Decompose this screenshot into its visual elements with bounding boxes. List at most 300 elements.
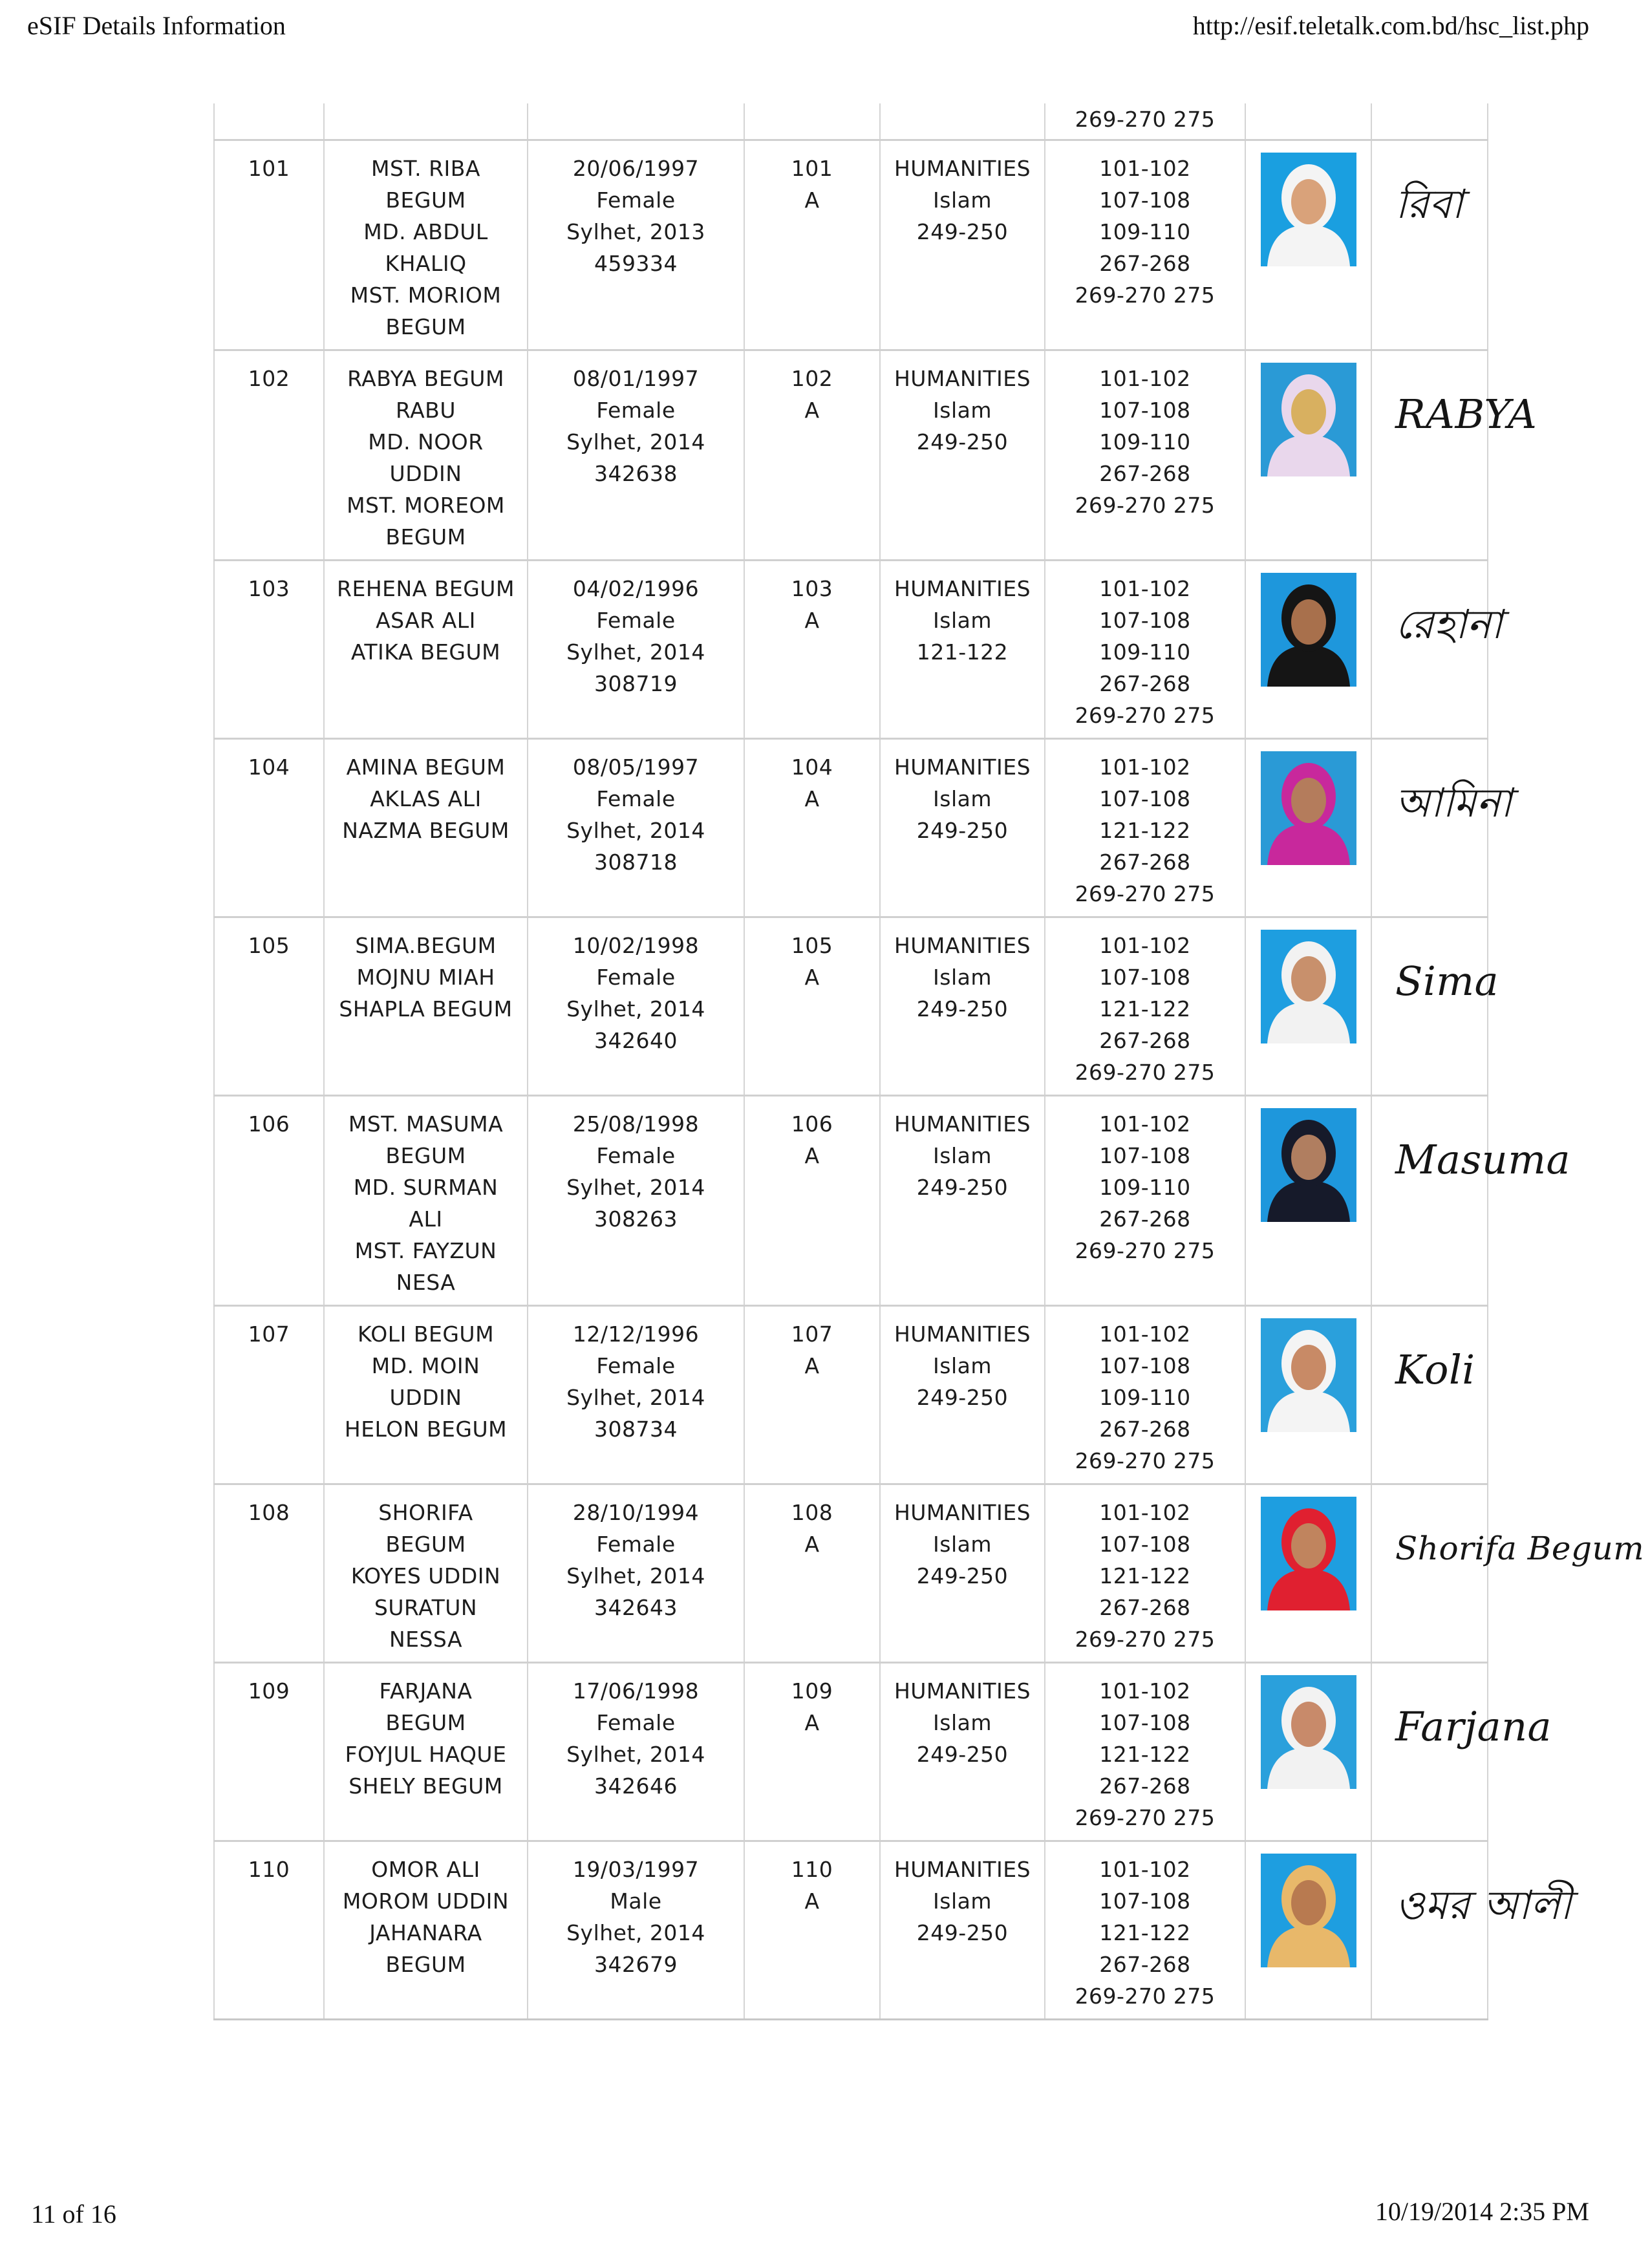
- subject-line: 269-270 275: [1075, 1238, 1216, 1263]
- info-line: 17/06/1998: [572, 1678, 700, 1704]
- roll-line: A: [804, 1353, 820, 1378]
- signature: আমিনা: [1395, 779, 1512, 826]
- info-line: 342638: [594, 461, 678, 486]
- info-line: 308719: [594, 671, 678, 696]
- subject-line: 107-108: [1099, 1353, 1191, 1378]
- subject-line: 269-270 275: [1075, 493, 1216, 518]
- student-photo: [1261, 751, 1356, 865]
- info-line: 308734: [594, 1417, 678, 1442]
- info-line: Female: [596, 1532, 676, 1557]
- info-line: Sylhet, 2014: [566, 429, 705, 455]
- name-line: MST. FAYZUN: [354, 1238, 497, 1263]
- name-line: BEGUM: [385, 1532, 466, 1557]
- subject-line: 101-102: [1099, 1500, 1191, 1525]
- group-line: HUMANITIES: [894, 1500, 1031, 1525]
- student-photo: [1261, 1675, 1356, 1789]
- info-line: Sylhet, 2014: [566, 639, 705, 665]
- name-line: SHELY BEGUM: [348, 1773, 503, 1799]
- subject-line: 101-102: [1099, 366, 1191, 391]
- names-cell: [324, 350, 528, 561]
- table-row: [214, 561, 1488, 739]
- serial-cell: [214, 1663, 324, 1841]
- name-line: KOLI BEGUM: [357, 1321, 495, 1347]
- names-cell: [324, 561, 528, 739]
- serial-number: 106: [248, 1111, 290, 1137]
- info-line: Sylhet, 2014: [566, 1742, 705, 1767]
- signature: রেহানা: [1395, 601, 1503, 648]
- portrait-face: [1291, 389, 1326, 434]
- roll-line: A: [804, 1888, 820, 1914]
- portrait-face: [1291, 599, 1326, 645]
- photo-cell: [1245, 1306, 1371, 1484]
- subject-line: 107-108: [1099, 187, 1191, 213]
- table-row: [214, 1096, 1488, 1306]
- subject-line: 101-102: [1099, 933, 1191, 958]
- signature-cell: [1371, 1841, 1572, 2020]
- group-line: 249-250: [916, 1385, 1009, 1410]
- group-line: Islam: [933, 786, 992, 811]
- name-line: UDDIN: [389, 461, 462, 486]
- table-row: [214, 739, 1488, 917]
- name-line: KHALIQ: [385, 251, 467, 276]
- roll-line: 109: [791, 1678, 833, 1704]
- dob-gender-board-cell: [528, 140, 744, 350]
- info-line: Sylhet, 2014: [566, 996, 705, 1022]
- subject-line: 269-270 275: [1075, 1448, 1216, 1473]
- dob-gender-board-cell: [528, 1484, 744, 1663]
- group-line: HUMANITIES: [894, 156, 1031, 181]
- serial-number: 109: [248, 1678, 290, 1704]
- group-line: Islam: [933, 608, 992, 633]
- serial-cell: [214, 739, 324, 917]
- subjects-cell: [1045, 1841, 1245, 2020]
- info-line: 342640: [594, 1028, 678, 1053]
- group-cell: [880, 350, 1045, 561]
- subject-line: 121-122: [1099, 1920, 1191, 1945]
- subject-line: 107-108: [1099, 786, 1191, 811]
- names-cell: [324, 1306, 528, 1484]
- portrait-figure: [1261, 1675, 1356, 1789]
- names-cell: [324, 1096, 528, 1306]
- roll-cell: [744, 1306, 880, 1484]
- name-line: MST. MASUMA: [348, 1111, 504, 1137]
- serial-cell: [214, 350, 324, 561]
- subject-line: 267-268: [1099, 1595, 1191, 1620]
- dob-gender-board-cell: [528, 350, 744, 561]
- portrait-face: [1291, 778, 1326, 823]
- names-cell: [324, 1484, 528, 1663]
- roll-cell: [744, 1841, 880, 2020]
- subject-line: 109-110: [1099, 639, 1191, 665]
- subjects-cell: [1045, 1096, 1245, 1306]
- group-cell: [880, 1841, 1045, 2020]
- subject-line: 269-270 275: [1075, 703, 1216, 728]
- group-line: Islam: [933, 1888, 992, 1914]
- portrait-face: [1291, 956, 1326, 1001]
- photo-cell: [1245, 350, 1371, 561]
- subject-line: 269-270 275: [1075, 283, 1216, 308]
- student-photo: [1261, 1497, 1356, 1610]
- subjects-cell: [1045, 350, 1245, 561]
- group-line: Islam: [933, 1353, 992, 1378]
- name-line: ALI: [409, 1206, 443, 1232]
- signature: রিবা: [1395, 180, 1464, 228]
- serial-cell: [214, 1306, 324, 1484]
- subject-line: 121-122: [1099, 996, 1191, 1022]
- portrait-face: [1291, 179, 1326, 224]
- subject-line: 101-102: [1099, 1678, 1191, 1704]
- print-footer: [0, 2195, 1650, 2234]
- name-line: REHENA BEGUM: [337, 576, 515, 601]
- name-line: MST. MOREOM: [347, 493, 505, 518]
- info-line: 342679: [594, 1952, 678, 1977]
- subject-line: 101-102: [1099, 1321, 1191, 1347]
- dob-gender-board-cell: [528, 1306, 744, 1484]
- info-line: Female: [596, 1710, 676, 1735]
- table-row-partial: [214, 103, 1488, 140]
- group-line: HUMANITIES: [894, 366, 1031, 391]
- subject-line: 101-102: [1099, 1857, 1191, 1882]
- group-line: Islam: [933, 1532, 992, 1557]
- roll-line: A: [804, 786, 820, 811]
- subject-line: 107-108: [1099, 965, 1191, 990]
- name-line: BEGUM: [385, 1710, 466, 1735]
- roll-line: 101: [791, 156, 833, 181]
- subjects-cell: [1045, 561, 1245, 739]
- info-line: Female: [596, 187, 676, 213]
- name-line: SURATUN: [374, 1595, 478, 1620]
- info-line: 12/12/1996: [572, 1321, 700, 1347]
- name-line: MD. MOIN: [371, 1353, 480, 1378]
- name-line: AKLAS ALI: [370, 786, 482, 811]
- info-line: 459334: [594, 251, 678, 276]
- serial-cell: [214, 1096, 324, 1306]
- signature-cell: [1371, 350, 1538, 561]
- signature-cell: [1371, 1484, 1645, 1663]
- student-photo: [1261, 153, 1356, 266]
- roll-cell: [744, 561, 880, 739]
- serial-number: 103: [248, 576, 290, 601]
- student-photo: [1261, 363, 1356, 476]
- photo-cell: [1245, 1663, 1371, 1841]
- subject-line: 107-108: [1099, 1710, 1191, 1735]
- signature-cell: [1371, 1096, 1570, 1306]
- subject-line: 269-270 275: [1075, 1984, 1216, 2009]
- subject-line: 107-108: [1099, 608, 1191, 633]
- student-photo: [1261, 1108, 1356, 1222]
- info-line: Female: [596, 786, 676, 811]
- roll-line: 104: [791, 754, 833, 780]
- roll-line: 102: [791, 366, 833, 391]
- subject-line: 109-110: [1099, 219, 1191, 244]
- portrait-figure: [1261, 930, 1356, 1043]
- table-row: [214, 917, 1488, 1096]
- photo-cell: [1245, 561, 1371, 739]
- roll-line: 108: [791, 1500, 833, 1525]
- info-line: 25/08/1998: [572, 1111, 700, 1137]
- name-line: MD. NOOR: [368, 429, 484, 455]
- group-cell: [880, 1484, 1045, 1663]
- roll-line: A: [804, 965, 820, 990]
- serial-number: 108: [248, 1500, 290, 1525]
- info-line: Sylhet, 2014: [566, 1920, 705, 1945]
- group-cell: [880, 739, 1045, 917]
- signature: Koli: [1395, 1346, 1475, 1393]
- signature: Sima: [1395, 957, 1499, 1005]
- name-line: MD. SURMAN: [353, 1175, 498, 1200]
- subject-line: 121-122: [1099, 1742, 1191, 1767]
- roll-line: 105: [791, 933, 833, 958]
- name-line: BEGUM: [385, 1952, 466, 1977]
- dob-gender-board-cell: [528, 1841, 744, 2020]
- subject-line: 267-268: [1099, 671, 1191, 696]
- subjects-cell: [1045, 1484, 1245, 1663]
- print-header: [0, 6, 1650, 45]
- group-cell: [880, 917, 1045, 1096]
- group-line: 249-250: [916, 219, 1009, 244]
- group-line: 121-122: [916, 639, 1009, 665]
- portrait-figure: [1261, 1497, 1356, 1610]
- info-line: Female: [596, 608, 676, 633]
- subject-line: 267-268: [1099, 1417, 1191, 1442]
- name-line: ATIKA BEGUM: [350, 639, 501, 665]
- group-line: 249-250: [916, 1920, 1009, 1945]
- info-line: Sylhet, 2014: [566, 1175, 705, 1200]
- name-line: BEGUM: [385, 314, 466, 339]
- signature: Shorifa Begum: [1395, 1530, 1645, 1567]
- photo-cell: [1245, 1096, 1371, 1306]
- student-table: [213, 103, 1645, 2020]
- info-line: 10/02/1998: [572, 933, 700, 958]
- table-row: [214, 140, 1488, 350]
- subject-line: 101-102: [1099, 754, 1191, 780]
- subject-line: 269-270 275: [1075, 1805, 1216, 1830]
- group-line: 249-250: [916, 1742, 1009, 1767]
- roll-line: A: [804, 1532, 820, 1557]
- name-line: MST. RIBA: [370, 156, 481, 181]
- dob-gender-board-cell: [528, 1096, 744, 1306]
- signature: ওমর আলী: [1395, 1881, 1572, 1929]
- portrait-face: [1291, 1880, 1326, 1925]
- subject-line: 107-108: [1099, 1888, 1191, 1914]
- roll-cell: [744, 1663, 880, 1841]
- subject-line: 121-122: [1099, 818, 1191, 843]
- subject-line: 107-108: [1099, 1532, 1191, 1557]
- subject-line: 121-122: [1099, 1563, 1191, 1589]
- photo-cell: [1245, 140, 1371, 350]
- dob-gender-board-cell: [528, 1663, 744, 1841]
- student-photo: [1261, 573, 1356, 687]
- names-cell: [324, 1663, 528, 1841]
- name-line: NESSA: [389, 1627, 463, 1652]
- roll-cell: [744, 1484, 880, 1663]
- signature-cell: [1371, 739, 1512, 917]
- photo-cell: [1245, 1841, 1371, 2020]
- group-line: 249-250: [916, 429, 1009, 455]
- name-line: BEGUM: [385, 524, 466, 550]
- group-cell: [880, 561, 1045, 739]
- subject-line: 267-268: [1099, 850, 1191, 875]
- info-line: 20/06/1997: [572, 156, 700, 181]
- signature-cell: [1371, 561, 1503, 739]
- info-line: 342646: [594, 1773, 678, 1799]
- photo-cell: [1245, 739, 1371, 917]
- group-line: 249-250: [916, 818, 1009, 843]
- portrait-face: [1291, 1345, 1326, 1390]
- info-line: Female: [596, 1353, 676, 1378]
- subject-line: 269-270 275: [1075, 881, 1216, 906]
- roll-line: A: [804, 398, 820, 423]
- subject-line: 267-268: [1099, 1028, 1191, 1053]
- portrait-figure: [1261, 1854, 1356, 1967]
- subject-line: 267-268: [1099, 251, 1191, 276]
- group-cell: [880, 1663, 1045, 1841]
- student-photo: [1261, 1318, 1356, 1432]
- subject-line: 107-108: [1099, 1143, 1191, 1168]
- page-url: http://esif.teletalk.com.bd/hsc_list.php: [1192, 11, 1589, 40]
- subjects-cell: [1045, 140, 1245, 350]
- group-line: HUMANITIES: [894, 576, 1031, 601]
- student-photo: [1261, 930, 1356, 1043]
- subject-line: 267-268: [1099, 1952, 1191, 1977]
- info-line: Sylhet, 2014: [566, 818, 705, 843]
- group-cell: [880, 140, 1045, 350]
- names-cell: [324, 917, 528, 1096]
- serial-cell: [214, 140, 324, 350]
- serial-number: 102: [248, 366, 290, 391]
- signature-cell: [1371, 1306, 1488, 1484]
- portrait-figure: [1261, 1318, 1356, 1432]
- student-photo: [1261, 1854, 1356, 1967]
- names-cell: [324, 1841, 528, 2020]
- serial-cell: [214, 1484, 324, 1663]
- table-row: [214, 1663, 1488, 1841]
- dob-gender-board-cell: [528, 917, 744, 1096]
- signature: RABYA: [1395, 390, 1538, 438]
- info-line: 04/02/1996: [572, 576, 700, 601]
- name-line: MST. MORIOM: [350, 283, 502, 308]
- roll-cell: [744, 350, 880, 561]
- subject-line: 109-110: [1099, 1175, 1191, 1200]
- names-cell: [324, 140, 528, 350]
- dob-gender-board-cell: [528, 739, 744, 917]
- name-line: MOROM UDDIN: [342, 1888, 509, 1914]
- serial-cell: [214, 561, 324, 739]
- info-line: 08/05/1997: [572, 754, 700, 780]
- roll-cell: [744, 1096, 880, 1306]
- info-line: 308263: [594, 1206, 678, 1232]
- group-cell: [880, 1096, 1045, 1306]
- roll-cell: [744, 917, 880, 1096]
- table-row: [214, 1306, 1488, 1484]
- serial-number: 107: [248, 1321, 290, 1347]
- subject-line: 109-110: [1099, 1385, 1191, 1410]
- name-line: HELON BEGUM: [344, 1417, 508, 1442]
- portrait-face: [1291, 1135, 1326, 1180]
- name-line: NESA: [396, 1270, 456, 1295]
- info-line: 342643: [594, 1595, 678, 1620]
- subjects-cell: [1045, 1306, 1245, 1484]
- subject-line: 269-270 275: [1075, 1060, 1216, 1085]
- name-line: UDDIN: [389, 1385, 462, 1410]
- names-cell: [324, 739, 528, 917]
- name-line: BEGUM: [385, 1143, 466, 1168]
- group-line: HUMANITIES: [894, 1321, 1031, 1347]
- subject-line: 267-268: [1099, 1773, 1191, 1799]
- name-line: FARJANA: [379, 1678, 473, 1704]
- group-line: 249-250: [916, 996, 1009, 1022]
- name-line: JAHANARA: [369, 1920, 482, 1945]
- name-line: RABU: [396, 398, 456, 423]
- portrait-face: [1291, 1523, 1326, 1568]
- info-line: Sylhet, 2014: [566, 1563, 705, 1589]
- portrait-figure: [1261, 751, 1356, 865]
- group-line: HUMANITIES: [894, 1857, 1031, 1882]
- group-line: HUMANITIES: [894, 933, 1031, 958]
- group-line: 249-250: [916, 1175, 1009, 1200]
- info-line: Female: [596, 1143, 676, 1168]
- roll-line: 106: [791, 1111, 833, 1137]
- group-line: 249-250: [916, 1563, 1009, 1589]
- group-line: Islam: [933, 1143, 992, 1168]
- portrait-figure: [1261, 153, 1356, 266]
- subject-line: 269-270 275: [1075, 1627, 1216, 1652]
- info-line: 19/03/1997: [572, 1857, 700, 1882]
- subject-line: 101-102: [1099, 576, 1191, 601]
- serial-cell: [214, 1841, 324, 2020]
- roll-line: 107: [791, 1321, 833, 1347]
- roll-line: A: [804, 608, 820, 633]
- group-line: Islam: [933, 965, 992, 990]
- info-line: 08/01/1997: [572, 366, 700, 391]
- group-line: HUMANITIES: [894, 1678, 1031, 1704]
- group-line: Islam: [933, 1710, 992, 1735]
- subjects-cell: [1045, 1663, 1245, 1841]
- group-line: HUMANITIES: [894, 754, 1031, 780]
- roll-cell: [744, 739, 880, 917]
- signature: Farjana: [1395, 1703, 1552, 1750]
- roll-line: 103: [791, 576, 833, 601]
- table-row: [214, 350, 1488, 561]
- subject-line: 267-268: [1099, 1206, 1191, 1232]
- group-line: HUMANITIES: [894, 1111, 1031, 1137]
- name-line: AMINA BEGUM: [346, 754, 506, 780]
- name-line: KOYES UDDIN: [350, 1563, 501, 1589]
- subjects-tail: 269-270 275: [1075, 107, 1216, 132]
- portrait-face: [1291, 1702, 1326, 1747]
- name-line: OMOR ALI: [371, 1857, 480, 1882]
- info-line: Female: [596, 398, 676, 423]
- name-line: SIMA.BEGUM: [355, 933, 497, 958]
- roll-line: A: [804, 1143, 820, 1168]
- signature-cell: [1371, 1663, 1552, 1841]
- group-line: Islam: [933, 398, 992, 423]
- photo-cell: [1245, 917, 1371, 1096]
- name-line: SHAPLA BEGUM: [339, 996, 513, 1022]
- subjects-cell: [1045, 917, 1245, 1096]
- info-line: Male: [610, 1888, 662, 1914]
- table-row: [214, 1841, 1488, 2020]
- name-line: RABYA BEGUM: [347, 366, 504, 391]
- signature-cell: [1371, 917, 1499, 1096]
- subjects-cell: [1045, 739, 1245, 917]
- signature-cell: [1371, 140, 1488, 350]
- name-line: FOYJUL HAQUE: [345, 1742, 507, 1767]
- signature: Masuma: [1395, 1136, 1570, 1183]
- portrait-figure: [1261, 1108, 1356, 1222]
- roll-line: 110: [791, 1857, 833, 1882]
- print-timestamp: 10/19/2014 2:35 PM: [1375, 2197, 1589, 2226]
